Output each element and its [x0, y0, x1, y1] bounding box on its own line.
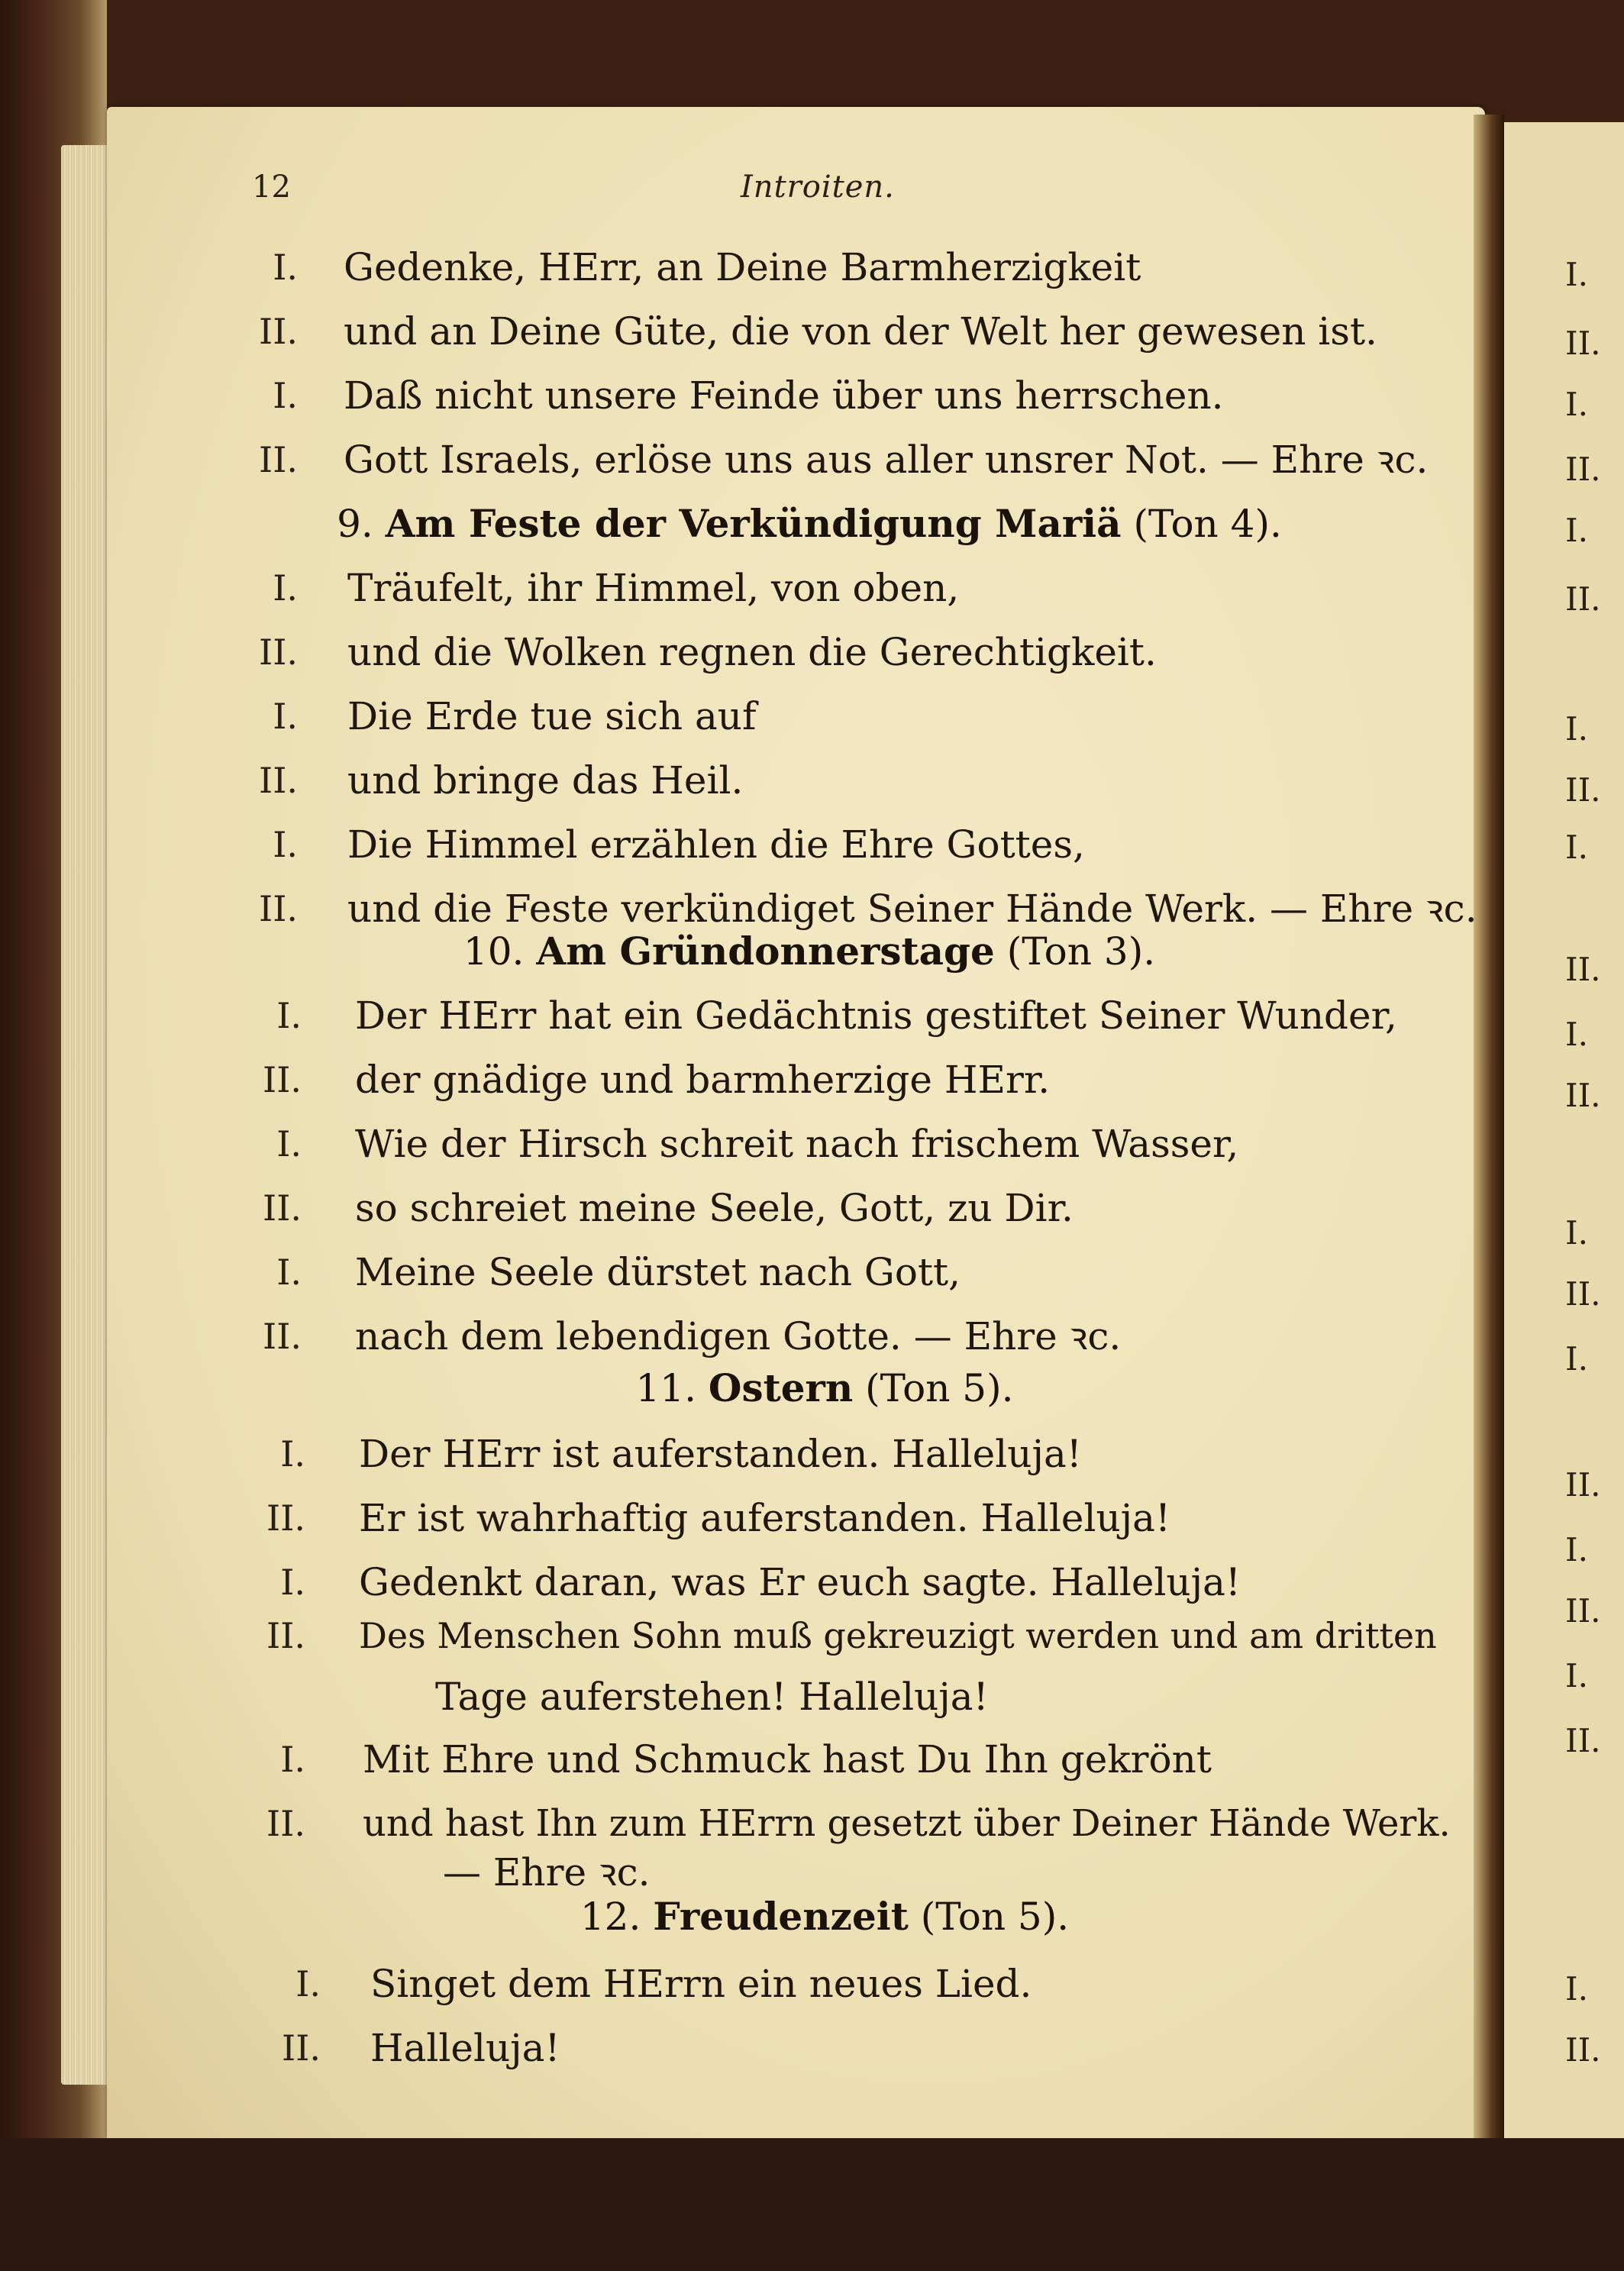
- line-number: I.: [273, 247, 298, 288]
- line-number: II.: [259, 439, 298, 480]
- section-number: 10.: [463, 929, 525, 974]
- section-number: 12.: [580, 1895, 641, 1939]
- verse-line: so schreiet meine Seele, Gott, zu Dir.: [355, 1186, 1074, 1230]
- facing-margin-number: II.: [1565, 1466, 1601, 1504]
- verse-line: Mit Ehre und Schmuck hast Du Ihn gekrönt: [363, 1737, 1212, 1782]
- verse-line: Träufelt, ihr Himmel, von oben,: [347, 566, 960, 610]
- verse-line: Gedenke, HErr, an Deine Barmherzigkeit: [344, 245, 1141, 289]
- verse-line: Er ist wahrhaftig auferstanden. Halleluja!: [359, 1496, 1171, 1540]
- verse-line: und hast Ihn zum HErrn gesetzt über Deiner Hände Werk.: [363, 1802, 1451, 1845]
- verse-line: Des Menschen Sohn muß gekreuzigt werden und am dritten: [359, 1615, 1437, 1656]
- facing-margin-number: II.: [1565, 1275, 1601, 1313]
- verse-line: Gedenkt daran, was Er euch sagte. Halleluja!: [359, 1560, 1241, 1604]
- section-title: Am Feste der Verkündigung Mariä: [385, 501, 1122, 546]
- line-number: II.: [259, 888, 298, 929]
- line-number: II.: [266, 1803, 305, 1844]
- facing-margin-number: I.: [1565, 1214, 1588, 1252]
- facing-margin-number: I.: [1565, 710, 1588, 748]
- facing-margin-number: I.: [1565, 512, 1588, 549]
- facing-margin-number: I.: [1565, 386, 1588, 423]
- line-number: I.: [273, 567, 298, 609]
- line-number: I.: [276, 1252, 302, 1293]
- verse-line: und bringe das Heil.: [347, 758, 744, 803]
- section-heading: [229, 1364, 1420, 1413]
- facing-margin-number: II.: [1565, 1722, 1601, 1759]
- section-title: Freudenzeit: [653, 1894, 909, 1939]
- line-number: II.: [259, 311, 298, 352]
- page-number: 12: [252, 170, 291, 205]
- verse-line-continuation: Tage auferstehen! Halleluja!: [435, 1675, 989, 1719]
- section-number: 9.: [337, 502, 373, 546]
- line-number: I.: [273, 824, 298, 865]
- line-number: II.: [259, 632, 298, 673]
- facing-margin-number: I.: [1565, 256, 1588, 293]
- section-tone: (Ton 3).: [1006, 929, 1156, 974]
- verse-line: Der HErr hat ein Gedächtnis gestiftet Seiner Wunder,: [355, 993, 1397, 1038]
- facing-margin-number: I.: [1565, 1340, 1588, 1378]
- line-number: I.: [273, 375, 298, 416]
- facing-page: [1496, 122, 1624, 2153]
- section-tone: (Ton 5).: [865, 1366, 1014, 1410]
- line-number: II.: [263, 1316, 302, 1357]
- page-header: [252, 170, 1397, 215]
- verse-line: Meine Seele dürstet nach Gott,: [355, 1250, 961, 1294]
- line-number: I.: [273, 696, 298, 737]
- verse-line: Die Erde tue sich auf: [347, 694, 757, 738]
- facing-margin-number: II.: [1565, 951, 1601, 988]
- facing-margin-number: I.: [1565, 1970, 1588, 2008]
- line-number: I.: [280, 1562, 305, 1603]
- section-heading: [229, 1892, 1420, 1941]
- verse-line: Gott Israels, erlöse uns aus aller unsrer Not. — Ehre ꝛc.: [344, 438, 1429, 482]
- facing-margin-number: II.: [1565, 771, 1601, 809]
- book-gutter: [1474, 115, 1504, 2138]
- verse-line: und die Wolken regnen die Gerechtigkeit.: [347, 630, 1157, 674]
- verse-line: und die Feste verkündiget Seiner Hände Werk. — Ehre ꝛc.: [347, 887, 1477, 931]
- running-title: Introiten.: [741, 170, 895, 205]
- facing-margin-number: I.: [1565, 829, 1588, 866]
- background-bottom: [0, 2138, 1624, 2271]
- section-heading: [214, 499, 1405, 548]
- facing-margin-number: II.: [1565, 2031, 1601, 2069]
- facing-margin-number: I.: [1565, 1657, 1588, 1694]
- verse-line: Die Himmel erzählen die Ehre Gottes,: [347, 822, 1085, 867]
- line-number: II.: [266, 1615, 305, 1656]
- verse-line: nach dem lebendigen Gotte. — Ehre ꝛc.: [355, 1314, 1122, 1358]
- line-number: II.: [263, 1059, 302, 1100]
- verse-line: Singet dem HErrn ein neues Lied.: [370, 1962, 1032, 2006]
- section-heading: [214, 927, 1405, 976]
- section-title: Am Gründonnerstage: [536, 929, 995, 974]
- facing-margin-number: II.: [1565, 580, 1601, 618]
- verse-line: der gnädige und barmherzige HErr.: [355, 1058, 1051, 1102]
- line-number: II.: [282, 2027, 321, 2069]
- line-number: I.: [276, 995, 302, 1036]
- line-number: II.: [263, 1187, 302, 1229]
- facing-margin-number: I.: [1565, 1016, 1588, 1053]
- line-number: I.: [276, 1123, 302, 1165]
- verse-line-continuation: — Ehre ꝛc.: [443, 1850, 651, 1895]
- section-tone: (Ton 5).: [920, 1895, 1070, 1939]
- verse-line: und an Deine Güte, die von der Welt her gewesen ist.: [344, 309, 1377, 354]
- section-number: 11.: [635, 1366, 696, 1410]
- line-number: I.: [280, 1433, 305, 1475]
- verse-line: Wie der Hirsch schreit nach frischem Wasser,: [355, 1122, 1239, 1166]
- verse-line: Halleluja!: [370, 2026, 560, 2070]
- verse-line: Daß nicht unsere Feinde über uns herrschen.: [344, 373, 1224, 418]
- facing-margin-number: II.: [1565, 1592, 1601, 1630]
- line-number: I.: [280, 1739, 305, 1780]
- line-number: II.: [266, 1497, 305, 1539]
- facing-margin-number: II.: [1565, 451, 1601, 488]
- section-tone: (Ton 4).: [1133, 502, 1282, 546]
- verse-line: Der HErr ist auferstanden. Halleluja!: [359, 1432, 1082, 1476]
- facing-margin-number: II.: [1565, 1077, 1601, 1114]
- line-number: II.: [259, 760, 298, 801]
- facing-margin-number: II.: [1565, 325, 1601, 362]
- facing-margin-number: I.: [1565, 1531, 1588, 1568]
- line-number: I.: [295, 1963, 321, 2004]
- section-title: Ostern: [708, 1365, 854, 1410]
